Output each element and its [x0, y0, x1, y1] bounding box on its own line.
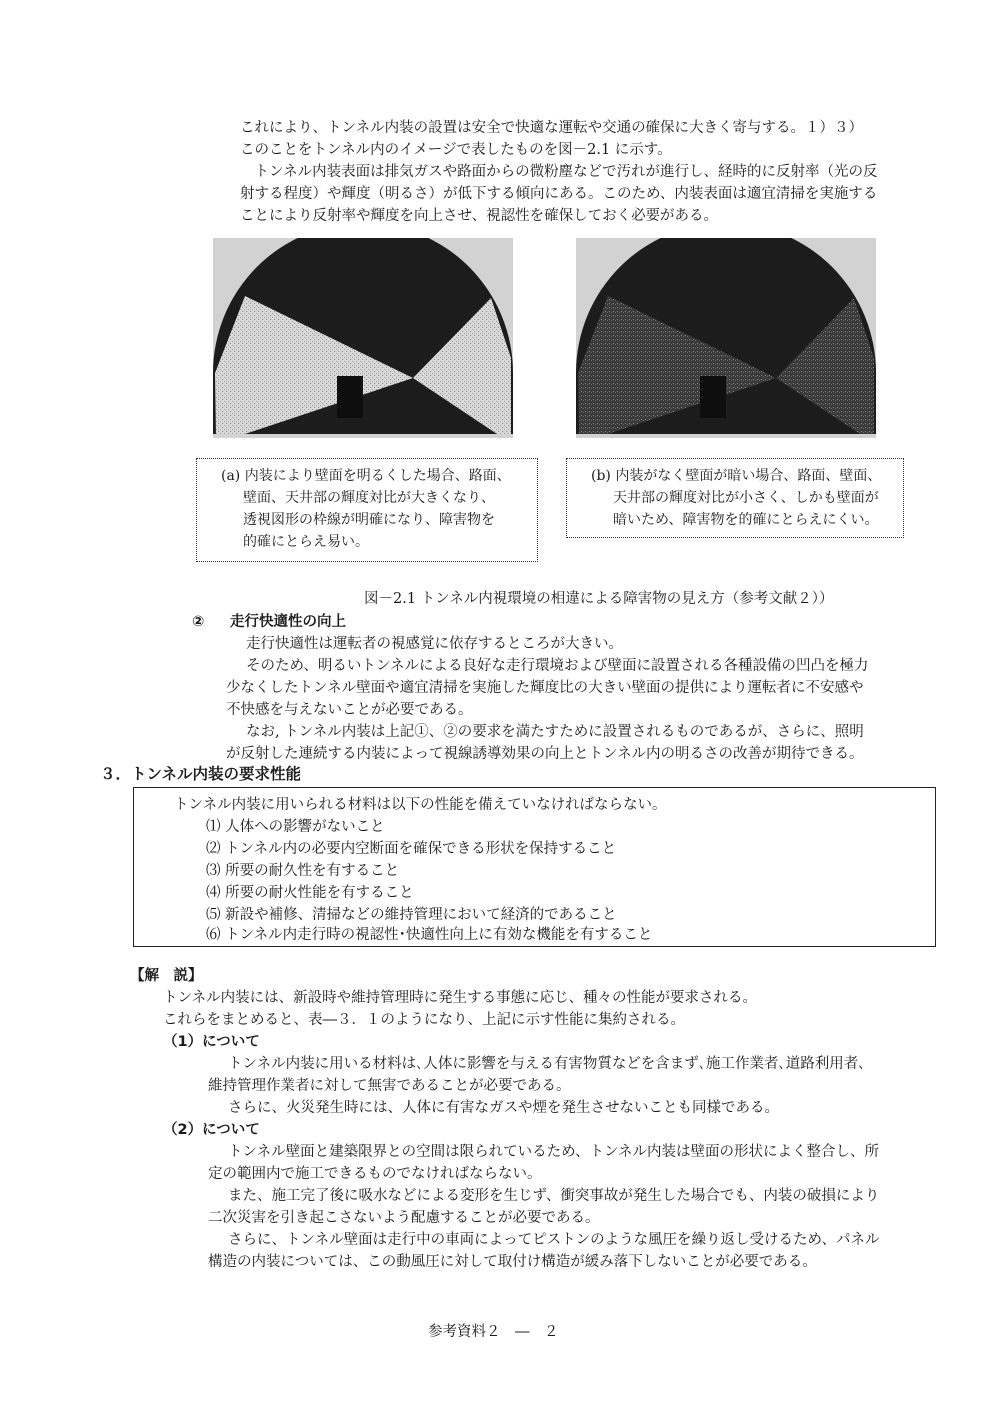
- caption-a-line-4: 的確にとらえ易い。: [243, 534, 369, 550]
- figure-caption-a: [196, 458, 538, 562]
- figure-caption-b: [566, 458, 904, 538]
- sub2-line-2: 定の範囲内で施工できるものでなければならない。: [208, 1166, 542, 1182]
- sub1-heading: （1）について: [163, 1034, 260, 1050]
- page-footer: 参考資料２ ― ２: [428, 1324, 559, 1340]
- section2-number: ②: [192, 614, 205, 630]
- requirement-item: ⑶ 所要の耐久性を有すること: [206, 863, 400, 879]
- section2-line-3: 少なくしたトンネル壁面や適宜清掃を実施した輝度比の大きい壁面の提供により運転者に不安感や: [226, 680, 864, 696]
- commentary-line-2: これらをまとめると、表―３．１のようになり、上記に示す性能に集約される。: [163, 1012, 685, 1028]
- sub2-line-4: 二次災害を引き起こさないよう配慮することが必要である。: [208, 1210, 600, 1226]
- sub2-line-5: さらに、トンネル壁面は走行中の車両によってピストンのような風圧を繰り返し受けるため、パネル: [228, 1232, 880, 1248]
- sub2-line-1: トンネル壁面と建築限界との空間は限られているため、トンネル内装は壁面の形状によく整合し、所: [228, 1144, 880, 1160]
- section3-heading: ３．トンネル内装の要求性能: [100, 765, 302, 783]
- section2-line-4: 不快感を与えないことが必要である。: [226, 702, 473, 718]
- tunnel-dark-illustration: [576, 238, 876, 438]
- sub2-line-6: 構造の内装については、この動風圧に対して取付け構造が緩み落下しないことが必要である。: [208, 1254, 817, 1270]
- sub1-line-2: 維持管理作業者に対して無害であることが必要である。: [208, 1078, 571, 1094]
- caption-b-line-2: 天井部の輝度対比が小さく、しかも壁面が: [613, 490, 879, 506]
- sub1-line-3: さらに、火災発生時には、人体に有害なガスや煙を発生させないことも同様である。: [228, 1100, 779, 1116]
- requirement-item: ⑵ トンネル内の必要内空断面を確保できる形状を保持すること: [206, 841, 617, 857]
- section2-line-2: そのため、明るいトンネルによる良好な走行環境および壁面に設置される各種設備の凹凸を極力: [246, 658, 869, 674]
- requirement-item: ⑴ 人体への影響がないこと: [206, 819, 385, 835]
- sub1-line-1: トンネル内装に用いる材料は､人体に影響を与える有害物質などを含まず､施工作業者､道路利用者､: [228, 1056, 866, 1072]
- requirements-box: [133, 787, 936, 947]
- tunnel-bright-illustration: [213, 238, 513, 438]
- caption-b-line-3: 暗いため、障害物を的確にとらえにくい。: [613, 512, 879, 528]
- intro-line-2: このことをトンネル内のイメージで表したものを図－2.1 に示す。: [240, 142, 672, 158]
- requirement-item: ⑹ トンネル内走行時の視認性･快適性向上に有効な機能を有すること: [206, 927, 653, 943]
- intro-line-1: これにより、トンネル内装の設置は安全で快適な運転や交通の確保に大きく寄与する。１）３）: [240, 120, 864, 136]
- sub2-heading: （2）について: [163, 1122, 260, 1138]
- requirement-item: ⑷ 所要の耐火性能を有すること: [206, 885, 414, 901]
- section2-line-5: なお, トンネル内装は上記①、②の要求を満たすために設置されるものであるが、さらに、照明: [246, 724, 864, 740]
- requirements-intro: トンネル内装に用いられる材料は以下の性能を備えていなければならない。: [174, 797, 667, 813]
- caption-b-line-1: (b) 内装がなく壁面が暗い場合、路面、壁面、: [591, 468, 882, 484]
- caption-a-line-1: (a) 内装により壁面を明るくした場合、路面、: [221, 468, 511, 484]
- section2-line-6: が反射した連続する内装によって視線誘導効果の向上とトンネル内の明るさの改善が期待できる。: [226, 746, 864, 762]
- commentary-line-1: トンネル内装には、新設時や維持管理時に発生する事態に応じ、種々の性能が要求される。: [163, 990, 758, 1006]
- caption-a-line-3: 透視図形の枠線が明確になり、障害物を: [243, 512, 495, 528]
- intro-line-3: トンネル内装表面は排気ガスや路面からの微粉塵などで汚れが進行し、経時的に反射率（光の反: [240, 164, 878, 180]
- sub2-line-3: また、施工完了後に吸水などによる変形を生じず、衝突事故が発生した場合でも、内装の破損により: [228, 1188, 880, 1204]
- intro-line-4: 射する程度）や輝度（明るさ）が低下する傾向にある。このため、内装表面は適宜清掃を実施する: [240, 186, 878, 202]
- intro-line-5: ことにより反射率や輝度を向上させ、視認性を確保しておく必要がある。: [240, 208, 719, 224]
- commentary-heading: 【解 説】: [130, 968, 203, 984]
- caption-a-line-2: 壁面、天井部の輝度対比が大きくなり、: [243, 490, 495, 506]
- section2-line-1: 走行快適性は運転者の視感覚に依存するところが大きい。: [246, 636, 623, 652]
- section2-heading: 走行快適性の向上: [230, 614, 346, 630]
- figure-title: 図－2.1 トンネル内視環境の相違による障害物の見え方（参考文献２））: [364, 591, 834, 607]
- requirement-item: ⑸ 新設や補修、清掃などの維持管理において経済的であること: [206, 907, 617, 923]
